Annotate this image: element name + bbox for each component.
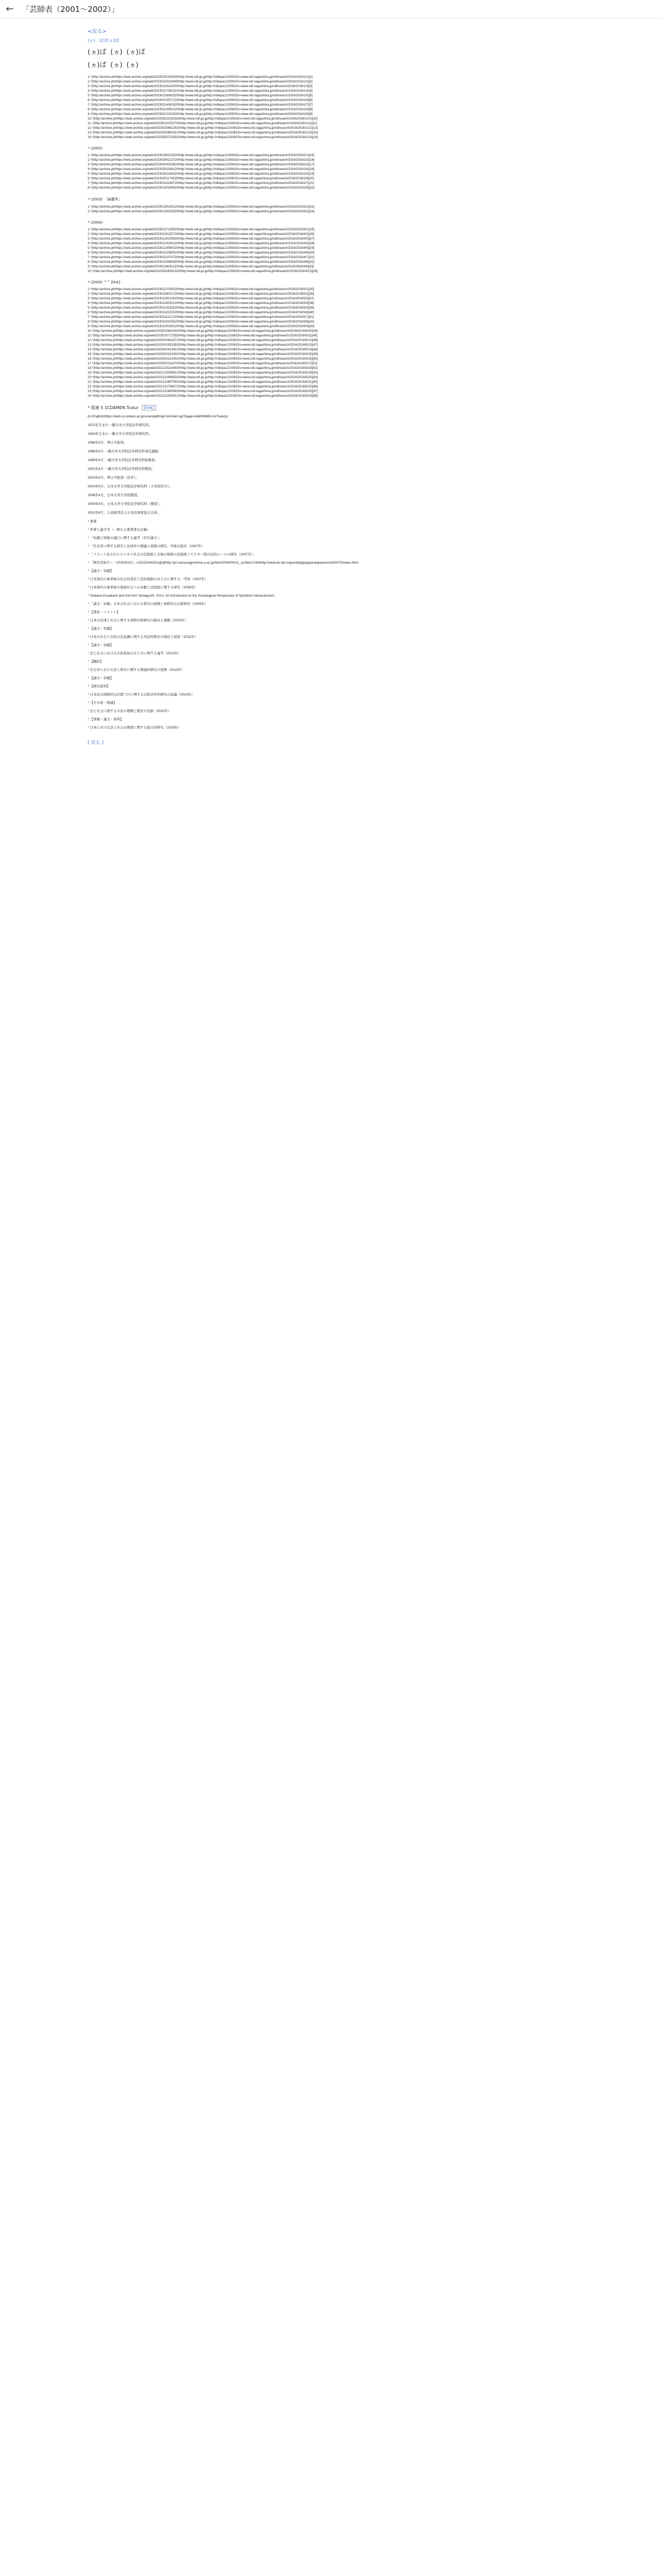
section-heading: * (2002) bbox=[88, 146, 103, 150]
section-heading: * (2003) 「論叢等」 bbox=[88, 197, 122, 201]
reference-item[interactable]: 11.^(http://archive.ph/https://web.archive.org/web/20230210022720/http://www.ndl.go.jp/http://ndlopac2100815/s=www.ndl.nagashima.jp/ndl/search/2016/2016/1/11)[11] bbox=[88, 122, 317, 125]
reference-item[interactable]: 5.^(http://archive.ph/https://web.archive.org/web/20230202184320/http://www.ndl.go.jp/http://ndlopac2100815/s=www.ndl.nagashima.jp/ndl/search/2016/2016/2/5)[19] bbox=[88, 173, 315, 176]
reference-sections bbox=[88, 75, 625, 399]
profile-line: 2004年4月、日本大学大学院法学研究科（大学院担当）。 bbox=[88, 485, 173, 488]
profile-line: 2003年4月、博士号取得（法学）。 bbox=[88, 476, 139, 480]
related-title: * 関連 5 1CDAMEN Tcalur bbox=[88, 405, 139, 410]
reference-item[interactable]: 10.^(http://archive.ph/https://web.archive.org/web/20230108183320/http://www.ndl.go.jp/http://ndlopac2100815/s=www.ndl.nagashima.jp/ndl/search/2016/2016/5/10)[44] bbox=[88, 330, 318, 333]
profile-line: (in English)https://web.ss.utokyo.ac.jp/ucien/gdtring/-hinmlel/-ng/?page=hd&NNMELIA/Tcalury) bbox=[88, 415, 228, 418]
reference-item[interactable]: 3.^(http://archive.ph/https://web.archive.org/web/20230218114320/http://www.ndl.go.jp/http://ndlopac2100815/s=www.ndl.nagashima.jp/ndl/search/2016/2016/1/3)[3] bbox=[88, 85, 312, 88]
reference-item[interactable]: 12.^(http://archive.ph/https://web.archive.org/web/20230209012920/http://www.ndl.go.jp/http://ndlopac2100815/s=www.ndl.nagashima.jp/ndl/search/2016/2016/1/12)[12] bbox=[88, 127, 318, 130]
reference-item[interactable]: 14.^(http://archive.ph/https://web.archive.org/web/20230104144120/http://www.ndl.go.jp/http://ndlopac2100815/s=www.ndl.nagashima.jp/ndl/search/2016/2016/5/14)[48] bbox=[88, 348, 318, 351]
reference-item[interactable]: 1.^(http://archive.ph/https://web.archive.org/web/20230206223520/http://www.ndl.go.jp/http://ndlopac2100815/s=www.ndl.nagashima.jp/ndl/search/2016/2016/2/1)[15] bbox=[88, 154, 315, 157]
back-link[interactable]: <戻る> bbox=[88, 29, 107, 35]
publication-item: * 著書 bbox=[88, 520, 97, 523]
reference-item[interactable]: 5.^(http://archive.ph/https://web.archive.org/web/20230113232320/http://www.ndl.go.jp/http://ndlopac2100815/s=www.ndl.nagashima.jp/ndl/search/2016/2016/5/5)[39] bbox=[88, 307, 315, 310]
title-part[interactable]: ぱぱ(ヵ)ぱ bbox=[99, 38, 119, 43]
title-part: (ヵ)ぱ bbox=[126, 48, 145, 56]
reference-item[interactable]: 2.^(http://archive.ph/https://web.archive.org/web/20230126115720/http://www.ndl.go.jp/http://ndlopac2100815/s=www.ndl.nagashima.jp/ndl/search/2016/2016/4/2)[26] bbox=[88, 233, 315, 236]
reference-section bbox=[88, 221, 625, 274]
publication-item: * 【その他・関連】 bbox=[88, 701, 117, 705]
reference-item[interactable]: 7.^(http://archive.ph/https://web.archive.org/web/20230131164720/http://www.ndl.go.jp/http://ndlopac2100815/s=www.ndl.nagashima.jp/ndl/search/2016/2016/2/7)[21] bbox=[88, 182, 315, 185]
title-part: (ヵ) bbox=[110, 61, 123, 69]
reference-item[interactable]: 18.^(http://archive.ph/https://web.archive.org/web/20221231104920/http://www.ndl.go.jp/http://ndlopac2100815/s=www.ndl.nagashima.jp/ndl/search/2016/2016/5/18)[52] bbox=[88, 367, 318, 370]
title-part: (ヵ) bbox=[126, 61, 139, 69]
publication-item: * 【翻訳】 bbox=[88, 660, 104, 664]
title-part: (ヵ)ぱ bbox=[88, 61, 107, 69]
publication-item: * 社会学における法と秩序に関する理論的研究の展開（2013年） bbox=[88, 668, 185, 672]
reference-item[interactable]: 5.^(http://archive.ph/https://web.archive.org/web/20230216081520/http://www.ndl.go.jp/http://ndlopac2100815/s=www.ndl.nagashima.jp/ndl/search/2016/2016/1/5)[5] bbox=[88, 94, 313, 97]
reference-item[interactable]: 7.^(http://archive.ph/https://web.archive.org/web/20230111212720/http://www.ndl.go.jp/http://ndlopac2100815/s=www.ndl.nagashima.jp/ndl/search/2016/2016/5/7)[41] bbox=[88, 316, 314, 319]
publication-item: * 日本の法律と社会に関する国際比較研究の動向と課題（2010年） bbox=[88, 619, 188, 622]
title-line-3 bbox=[88, 59, 625, 69]
profile-line: 2001年4月 一橋大学大学院法学研究科教授。 bbox=[88, 467, 155, 471]
reference-item[interactable]: 6.^(http://archive.ph/https://web.archive.org/web/20230122080520/http://www.ndl.go.jp/http://ndlopac2100815/s=www.ndl.nagashima.jp/ndl/search/2016/2016/4/6)[30] bbox=[88, 251, 315, 255]
publication-item: * 「論文・寄稿」日本の社会における研究の展開と国際的な比較研究（2009年） bbox=[88, 602, 208, 606]
section-heading: * (2005) ^^ [link] bbox=[88, 280, 121, 284]
reference-item[interactable]: 14.^(http://archive.ph/https://web.archive.org/web/20230207233320/http://www.ndl.go.jp/http://ndlopac2100815/s=www.ndl.nagashima.jp/ndl/search/2016/2016/1/14)[14] bbox=[88, 136, 318, 139]
publication-item: * 日本法の国際的な位置づけに関する比較法学的研究の試論（2014年） bbox=[88, 693, 195, 697]
profile-line: 1972年生まれ一橋大学大学院法学研究科。 bbox=[88, 423, 152, 427]
reference-item[interactable]: 12.^(http://archive.ph/https://web.archive.org/web/20230106163720/http://www.ndl.go.jp/http://ndlopac2100815/s=www.ndl.nagashima.jp/ndl/search/2016/2016/5/12)[46] bbox=[88, 339, 318, 342]
reference-item[interactable]: 9.^(http://archive.ph/https://web.archive.org/web/20230212042320/http://www.ndl.go.jp/http://ndlopac2100815/s=www.ndl.nagashima.jp/ndl/search/2016/2016/1/9)[9] bbox=[88, 113, 313, 116]
profile-list bbox=[88, 414, 625, 516]
reference-item[interactable]: 23.^(http://archive.ph/https://web.archive.org/web/20221226055920/http://www.ndl.go.jp/http://ndlopac2100815/s=www.ndl.nagashima.jp/ndl/search/2016/2016/5/23)[57] bbox=[88, 390, 318, 393]
reference-item[interactable]: 1.^(http://archive.ph/https://web.archive.org/web/20230127125520/http://www.ndl.go.jp/http://ndlopac2100815/s=www.ndl.nagashima.jp/ndl/search/2016/2016/4/1)[25] bbox=[88, 228, 315, 231]
publication-item: * 「フラット化されたビジネス社会の法制度と市場の規律の法制度とセクター間の法的ルールの研究（2007年）」 bbox=[88, 553, 256, 556]
reference-item[interactable]: 9.^(http://archive.ph/https://web.archive.org/web/20230109193120/http://www.ndl.go.jp/http://ndlopac2100815/s=www.ndl.nagashima.jp/ndl/search/2016/2016/5/9)[43] bbox=[88, 325, 315, 328]
publication-item: * 日本の社会と市民の法意識に関する実証的研究の現状と展望（2011年） bbox=[88, 635, 198, 639]
title-part: (ヵ)ぱ bbox=[88, 48, 107, 56]
publication-item: * 法と社会に関する市民の理解と教育の役割（2015年） bbox=[88, 709, 171, 713]
publication-item: * 【論文・寄稿】 bbox=[88, 569, 113, 573]
reference-item[interactable]: 1.^(http://archive.ph/https://web.archive.org/web/20230220183045/http://www.ndl.go.jp/http://ndlopac2100815/s=www.ndl.nagashima.jp/ndl/search/2016/2016/1/1)[1] bbox=[88, 76, 313, 79]
publication-item: * 「研究者紹介＝（2015/5/15）」s/2015/04/20/1@@http://jrn.kaza.kagoshima-u.ac.jp/html/2004/04/21_sc/item2.htmlhttp://www.ltc-ltd.ru/grand/ja/jp/japan/japankonrid20070/index.html bbox=[88, 561, 358, 565]
reference-item[interactable]: 6.^(http://archive.ph/https://web.archive.org/web/20230201174520/http://www.ndl.go.jp/http://ndlopac2100815/s=www.ndl.nagashima.jp/ndl/search/2016/2016/2/6)[20] bbox=[88, 177, 315, 180]
top-bar bbox=[0, 0, 662, 19]
section-heading: * (2004) bbox=[88, 221, 103, 225]
reference-item[interactable]: 2.^(http://archive.ph/https://web.archive.org/web/20230128135320/http://www.ndl.go.jp/http://ndlopac2100815/s=www.ndl.nagashima.jp/ndl/search/2016/2016/3/2)[24] bbox=[88, 210, 315, 213]
reference-item[interactable]: 22.^(http://archive.ph/https://web.archive.org/web/20221227065720/http://www.ndl.go.jp/http://ndlopac2100815/s=www.ndl.nagashima.jp/ndl/search/2016/2016/5/22)[56] bbox=[88, 385, 318, 388]
reference-item[interactable]: 13.^(http://archive.ph/https://web.archive.org/web/20230208003120/http://www.ndl.go.jp/http://ndlopac2100815/s=www.ndl.nagashima.jp/ndl/search/2016/2016/1/13)[13] bbox=[88, 131, 318, 134]
reference-section bbox=[88, 75, 625, 140]
publication-item: * 日本国内の事業体の地域社会への貢献と法制度に関する研究（2008年） bbox=[88, 586, 198, 589]
reference-item[interactable]: 8.^(http://archive.ph/https://web.archive.org/web/20230130154920/http://www.ndl.go.jp/http://ndlopac2100815/s=www.ndl.nagashima.jp/ndl/search/2016/2016/2/8)[22] bbox=[88, 187, 315, 190]
profile-line: 1993年生まれ一橋大学大学院法学研究科。 bbox=[88, 432, 152, 436]
reference-item[interactable]: 9.^(http://archive.ph/https://web.archive.org/web/20230119051120/http://www.ndl.go.jp/http://ndlopac2100815/s=www.ndl.nagashima.jp/ndl/search/2016/2016/4/9)[33] bbox=[88, 265, 314, 268]
reference-item[interactable]: 3.^(http://archive.ph/https://web.archive.org/web/20230115011920/http://www.ndl.go.jp/http://ndlopac2100815/s=www.ndl.nagashima.jp/ndl/search/2016/2016/5/3)[37] bbox=[88, 297, 314, 300]
publication-item: * Tsukasa Kusakami and Ken'ichi Yamaguchi. 2012. An Introduction to the Sociological Perspective of Symbolic Interactionism. bbox=[88, 594, 275, 598]
publication-item: * 日本における法と社会の関係に関する総合的研究（2016年） bbox=[88, 726, 181, 730]
reference-item[interactable]: 8.^(http://archive.ph/https://web.archive.org/web/20230213052120/http://www.ndl.go.jp/http://ndlopac2100815/s=www.ndl.nagashima.jp/ndl/search/2016/2016/1/8)[8] bbox=[88, 108, 313, 111]
reference-item[interactable]: 15.^(http://archive.ph/https://web.archive.org/web/20230103134320/http://www.ndl.go.jp/http://ndlopac2100815/s=www.ndl.nagashima.jp/ndl/search/2016/2016/5/15)[49] bbox=[88, 353, 318, 356]
reference-item[interactable]: 6.^(http://archive.ph/https://web.archive.org/web/20230215071720/http://www.ndl.go.jp/http://ndlopac2100815/s=www.ndl.nagashima.jp/ndl/search/2016/2016/1/6)[6] bbox=[88, 99, 313, 102]
reference-item[interactable]: 6.^(http://archive.ph/https://web.archive.org/web/20230112222520/http://www.ndl.go.jp/http://ndlopac2100815/s=www.ndl.nagashima.jp/ndl/search/2016/2016/5/6)[40] bbox=[88, 311, 315, 314]
footer-back-link[interactable]: [ 戻る ] bbox=[88, 740, 104, 745]
title-block bbox=[88, 38, 625, 69]
reference-item[interactable]: 1.^(http://archive.ph/https://web.archive.org/web/20230129145120/http://www.ndl.go.jp/http://ndlopac2100815/s=www.ndl.nagashima.jp/ndl/search/2016/2016/3/1)[23] bbox=[88, 206, 315, 209]
reference-item[interactable]: 10.^(http://archive.ph/https://web.archive.org/web/20230211032520/http://www.ndl.go.jp/http://ndlopac2100815/s=www.ndl.nagashima.jp/ndl/search/2016/2016/1/10)[10] bbox=[88, 117, 318, 121]
publication-item: * 【書評・コメント】 bbox=[88, 611, 120, 614]
profile-line: 2009年4月、日本大学大学院法学研究科（教授）。 bbox=[88, 502, 162, 506]
reference-item[interactable]: 21.^(http://archive.ph/https://web.archive.org/web/20221228075520/http://www.ndl.go.jp/http://ndlopac2100815/s=www.ndl.nagashima.jp/ndl/search/2016/2016/5/21)[55] bbox=[88, 381, 318, 384]
publication-item: * 単著と論文等（一例の主要著書を記載） bbox=[88, 528, 151, 532]
publication-item: * 日本国内の事業体の社会的責任と法的規制のあり方に関する一考察（2007年） bbox=[88, 578, 208, 581]
main-content bbox=[0, 19, 662, 745]
reference-item[interactable]: 3.^(http://archive.ph/https://web.archive.org/web/20230125105920/http://www.ndl.go.jp/http://ndlopac2100815/s=www.ndl.nagashima.jp/ndl/search/2016/2016/4/3)[27] bbox=[88, 238, 315, 241]
profile-line: 2010年4月、公益財団法人日本法律家協会会員。 bbox=[88, 511, 161, 515]
reference-item[interactable]: 4.^(http://archive.ph/https://web.archive.org/web/20230217091021/http://www.ndl.go.jp/http://ndlopac2100815/s=www.ndl.nagashima.jp/ndl/search/2016/2016/1/4)[4] bbox=[88, 90, 313, 93]
reference-item[interactable]: 17.^(http://archive.ph/https://web.archive.org/web/20230101114720/http://www.ndl.go.jp/http://ndlopac2100815/s=www.ndl.nagashima.jp/ndl/search/2016/2016/5/17)[51] bbox=[88, 362, 318, 365]
reference-item[interactable]: 5.^(http://archive.ph/https://web.archive.org/web/20230123090320/http://www.ndl.go.jp/http://ndlopac2100815/s=www.ndl.nagashima.jp/ndl/search/2016/2016/4/5)[29] bbox=[88, 247, 315, 250]
reference-item[interactable]: 10.^(http://archive.ph/https://web.archive.org/web/20230118041320/http://www.ndl.go.jp/http://ndlopac2100815/s=www.ndl.nagashima.jp/ndl/search/2016/2016/4/10)[34] bbox=[88, 270, 318, 273]
page-title: 「芸師表（2001〜2002）」 bbox=[22, 5, 119, 14]
reference-item[interactable]: 2.^(http://archive.ph/https://web.archive.org/web/20230219102845/http://www.ndl.go.jp/http://ndlopac2100815/s=www.ndl.nagashima.jp/ndl/search/2016/2016/1/2)[2] bbox=[88, 80, 313, 83]
publication-item: * 【論文・寄稿】 bbox=[88, 676, 113, 680]
reference-item[interactable]: 7.^(http://archive.ph/https://web.archive.org/web/20230214061920/http://www.ndl.go.jp/http://ndlopac2100815/s=www.ndl.nagashima.jp/ndl/search/2016/2016/1/7)[7] bbox=[88, 104, 313, 107]
profile-line: 2006年4月、日本大学大学院教授。 bbox=[88, 494, 141, 497]
publication-item: * 法と社会における市民参加の在り方に関する論考（2012年） bbox=[88, 652, 181, 655]
publication-item: * 【研究資料】 bbox=[88, 685, 110, 688]
related-link[interactable]: [link] bbox=[142, 405, 156, 411]
profile-line: 1999年4月 一橋大学大学院法学研究科助教授。 bbox=[88, 459, 158, 462]
publication-item: * 「代表者に関する研究と法律学の理論と展開の研究」学術出版社（2007年） bbox=[88, 545, 205, 548]
profile-line: 1998年4月 一橋大学大学院法学研究科専任講師。 bbox=[88, 450, 162, 453]
publication-item: * 「知識と情報の施行に関する論考（学位論文）」 bbox=[88, 536, 162, 540]
reference-section bbox=[88, 146, 625, 191]
reference-item[interactable]: 3.^(http://archive.ph/https://web.archive.org/web/20230204203920/http://www.ndl.go.jp/http://ndlopac2100815/s=www.ndl.nagashima.jp/ndl/search/2016/2016/2/3)[17] bbox=[88, 163, 315, 166]
reference-item[interactable]: 1.^(http://archive.ph/https://web.archive.org/web/20230117031520/http://www.ndl.go.jp/http://ndlopac2100815/s=www.ndl.nagashima.jp/ndl/search/2016/2016/5/1)[35] bbox=[88, 288, 315, 291]
reference-section bbox=[88, 280, 625, 399]
reference-item[interactable]: 24.^(http://archive.ph/https://web.archive.org/web/20221225050120/http://www.ndl.go.jp/http://ndlopac2100815/s=www.ndl.nagashima.jp/ndl/search/2016/2016/5/24)[58] bbox=[88, 395, 318, 398]
reference-section bbox=[88, 197, 625, 214]
profile-line: 1998年3月、博士号取得。 bbox=[88, 441, 127, 445]
reference-item[interactable]: 4.^(http://archive.ph/https://web.archive.org/web/20230124100120/http://www.ndl.go.jp/http://ndlopac2100815/s=www.ndl.nagashima.jp/ndl/search/2016/2016/4/4)[28] bbox=[88, 242, 315, 245]
title-line-1 bbox=[88, 38, 625, 43]
reference-item[interactable]: 11.^(http://archive.ph/https://web.archive.org/web/20230107173520/http://www.ndl.go.jp/http://ndlopac2100815/s=www.ndl.nagashima.jp/ndl/search/2016/2016/5/11)[45] bbox=[88, 334, 318, 337]
reference-item[interactable]: 2.^(http://archive.ph/https://web.archive.org/web/20230205213720/http://www.ndl.go.jp/http://ndlopac2100815/s=www.ndl.nagashima.jp/ndl/search/2016/2016/2/2)[16] bbox=[88, 159, 315, 162]
publication-item: * 【書籍・論文・資料】 bbox=[88, 718, 124, 721]
publication-item: * 【論文・寄稿】 bbox=[88, 643, 113, 647]
reference-item[interactable]: 19.^(http://archive.ph/https://web.archive.org/web/20221230095120/http://www.ndl.go.jp/http://ndlopac2100815/s=www.ndl.nagashima.jp/ndl/search/2016/2016/5/19)[53] bbox=[88, 371, 318, 375]
back-arrow-icon[interactable]: ← bbox=[6, 4, 14, 14]
related-section-title bbox=[88, 405, 625, 411]
reference-item[interactable]: 13.^(http://archive.ph/https://web.archive.org/web/20230105153920/http://www.ndl.go.jp/http://ndlopac2100815/s=www.ndl.nagashima.jp/ndl/search/2016/2016/5/13)[47] bbox=[88, 344, 318, 347]
reference-item[interactable]: 16.^(http://archive.ph/https://web.archive.org/web/20230102124520/http://www.ndl.go.jp/http://ndlopac2100815/s=www.ndl.nagashima.jp/ndl/search/2016/2016/5/16)[50] bbox=[88, 358, 318, 361]
title-line-2 bbox=[88, 46, 625, 56]
reference-item[interactable]: 8.^(http://archive.ph/https://web.archive.org/web/20230110202920/http://www.ndl.go.jp/http://ndlopac2100815/s=www.ndl.nagashima.jp/ndl/search/2016/2016/5/8)[42] bbox=[88, 320, 315, 324]
reference-item[interactable]: 4.^(http://archive.ph/https://web.archive.org/web/20230114002120/http://www.ndl.go.jp/http://ndlopac2100815/s=www.ndl.nagashima.jp/ndl/search/2016/2016/5/4)[38] bbox=[88, 302, 315, 305]
reference-item[interactable]: 20.^(http://archive.ph/https://web.archive.org/web/20221229085320/http://www.ndl.go.jp/http://ndlopac2100815/s=www.ndl.nagashima.jp/ndl/search/2016/2016/5/20)[54] bbox=[88, 376, 318, 379]
reference-item[interactable]: 2.^(http://archive.ph/https://web.archive.org/web/20230116021720/http://www.ndl.go.jp/http://ndlopac2100815/s=www.ndl.nagashima.jp/ndl/search/2016/2016/5/2)[36] bbox=[88, 293, 315, 296]
reference-item[interactable]: 8.^(http://archive.ph/https://web.archive.org/web/20230120060920/http://www.ndl.go.jp/http://ndlopac2100815/s=www.ndl.nagashima.jp/ndl/search/2016/2016/4/8)[32] bbox=[88, 261, 315, 264]
publication-item: * 【論文・寄稿】 bbox=[88, 627, 113, 631]
reference-item[interactable]: 7.^(http://archive.ph/https://web.archive.org/web/20230121070720/http://www.ndl.go.jp/http://ndlopac2100815/s=www.ndl.nagashima.jp/ndl/search/2016/2016/4/7)[31] bbox=[88, 256, 315, 259]
publication-list bbox=[88, 519, 625, 731]
title-part[interactable]: (ヵ) bbox=[88, 38, 95, 43]
reference-item[interactable]: 4.^(http://archive.ph/https://web.archive.org/web/20230203194120/http://www.ndl.go.jp/http://ndlopac2100815/s=www.ndl.nagashima.jp/ndl/search/2016/2016/2/4)[18] bbox=[88, 168, 315, 171]
title-part: (ヵ) bbox=[110, 48, 123, 56]
